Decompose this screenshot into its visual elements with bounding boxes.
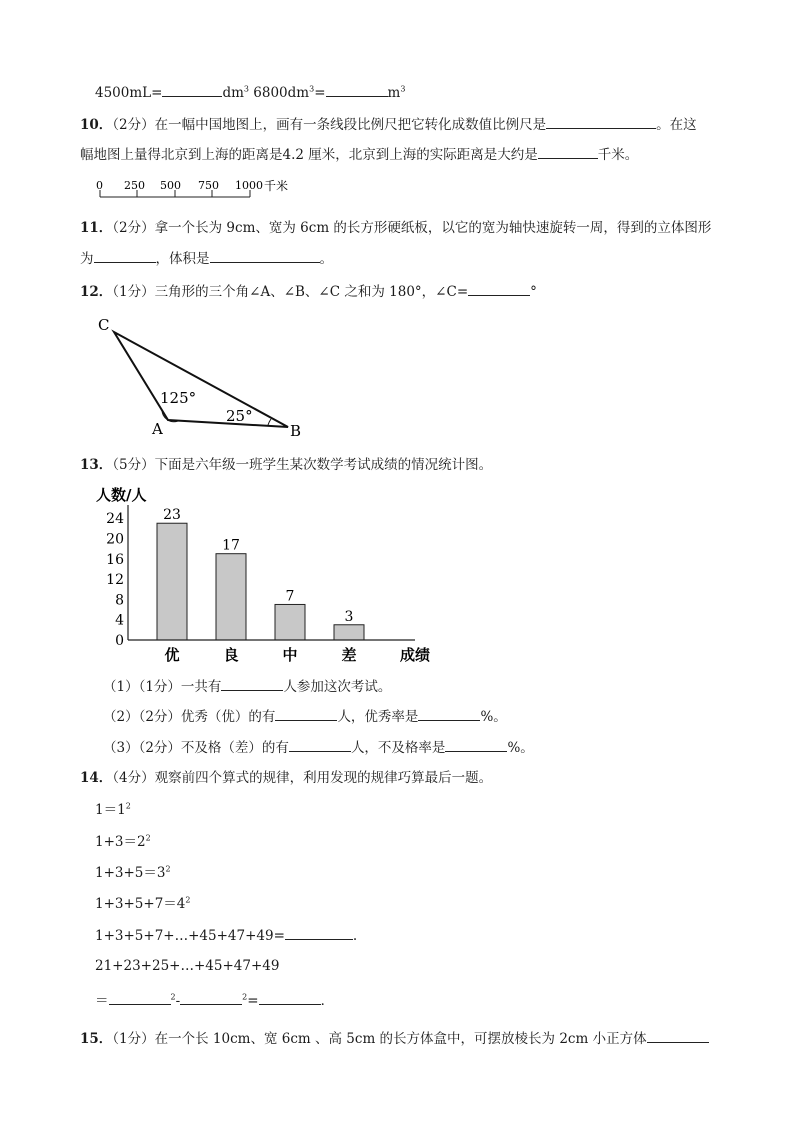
bar [334, 625, 364, 640]
question-11-line-2: 为 ，体积是 。 [80, 248, 333, 269]
y-tick-label: 0 [115, 633, 124, 649]
question-10-line-1: 10．（2分）在一幅中国地图上，画有一条线段比例尺把它转化成数值比例尺是 。在这 [80, 114, 697, 135]
score-bar-chart [90, 480, 450, 670]
question-12: 12．（1分）三角形的三个角∠A、∠B、∠C 之和为 180°，∠C= ° [80, 281, 537, 302]
y-tick-label: 20 [106, 531, 124, 548]
answer-blank[interactable] [418, 706, 480, 721]
scale-tick: 500 [160, 179, 181, 192]
equation-row-3: $1+3+5=3^2$ [95, 864, 171, 881]
answer-blank[interactable] [326, 82, 388, 97]
y-tick-label: 16 [106, 551, 124, 568]
question-13-sub-1: （1）（1分）一共有 人参加这次考试。 [103, 676, 391, 697]
answer-blank[interactable] [180, 990, 242, 1005]
scale-bar [90, 176, 320, 206]
bar [157, 523, 187, 640]
category-label: 优 [164, 646, 180, 664]
answer-blank[interactable] [289, 737, 351, 752]
bar-value-label: 17 [222, 537, 240, 554]
equation-row-6: 21+23+25+…+45+47+49 [95, 958, 280, 974]
vertex-label-b: B [290, 422, 302, 440]
question-13-sub-2: （2）（2分）优秀（优）的有 人，优秀率是 %。 [103, 706, 507, 727]
equation-row-5: 1+3+5+7+…+45+47+49= . [95, 925, 357, 946]
y-tick-label: 24 [106, 511, 124, 528]
answer-blank[interactable] [468, 281, 530, 296]
equation-row-2: $1+3=2^2$ [95, 833, 151, 850]
question-13: 13．（5分）下面是六年级一班学生某次数学考试成绩的情况统计图。 [80, 457, 493, 473]
answer-blank[interactable] [445, 737, 507, 752]
vertex-label-c: C [98, 316, 110, 334]
y-tick-label: 8 [115, 592, 124, 609]
y-axis-label: 人数/人 [96, 486, 147, 504]
scale-tick: 250 [124, 179, 145, 192]
bar-value-label: 7 [285, 588, 295, 605]
answer-blank[interactable] [162, 82, 222, 97]
equation-row-7: ＝ $^2$- $^2$= ． [95, 990, 334, 1011]
fill-line-volume: $4500mL= dm^3$ $6800dm^3= m^3$ [95, 82, 405, 103]
y-tick-label: 4 [115, 612, 124, 629]
vertex-label-a: A [152, 420, 163, 438]
equation-row-4: $1+3+5+7=4^2$ [95, 895, 191, 912]
answer-blank[interactable] [538, 144, 598, 159]
category-label: 中 [282, 646, 298, 664]
category-label: 差 [341, 646, 357, 664]
equation-row-1: $1=1^2$ [95, 801, 131, 818]
answer-blank[interactable] [259, 990, 321, 1005]
bar-value-label: 23 [163, 507, 181, 524]
scale-tick: 750 [198, 179, 219, 192]
question-14: 14．（4分）观察前四个算式的规律，利用发现的规律巧算最后一题。 [80, 770, 493, 786]
scale-tick: 1000 [235, 179, 263, 192]
question-13-sub-3: （3）（2分）不及格（差）的有 人，不及格率是 %。 [103, 737, 534, 758]
answer-blank[interactable] [275, 706, 337, 721]
scale-tick: 0 [96, 179, 103, 192]
answer-blank[interactable] [647, 1028, 709, 1043]
category-label: 良 [223, 646, 239, 664]
angle-label-b: 25° [226, 407, 253, 425]
bar [216, 554, 246, 640]
scale-unit: 千米 [264, 179, 289, 193]
answer-blank[interactable] [94, 248, 156, 263]
angle-label-a: 125° [160, 389, 197, 407]
question-15: 15．（1分）在一个长 10cm、宽 6cm 、高 5cm 的长方体盒中，可摆放棱长为 2cm 小正方体 [80, 1028, 709, 1049]
question-11-line-1: 11．（2分）拿一个长为 9cm、宽为 6cm 的长方形硬纸板，以它的宽为轴快速旋转一周，得到的立体图形 [80, 220, 712, 236]
answer-blank[interactable] [210, 248, 320, 263]
answer-blank[interactable] [546, 114, 656, 129]
answer-blank[interactable] [285, 925, 353, 940]
bar [275, 604, 305, 640]
question-10-line-2: 幅地图上量得北京到上海的距离是4.2 厘米，北京到上海的实际距离是大约是 千米。 [80, 144, 638, 165]
y-tick-label: 12 [106, 572, 124, 589]
answer-blank[interactable] [221, 676, 283, 691]
x-axis-label: 成绩 [400, 646, 431, 664]
bar-value-label: 3 [344, 608, 354, 625]
triangle-figure [90, 310, 320, 445]
answer-blank[interactable] [109, 990, 171, 1005]
